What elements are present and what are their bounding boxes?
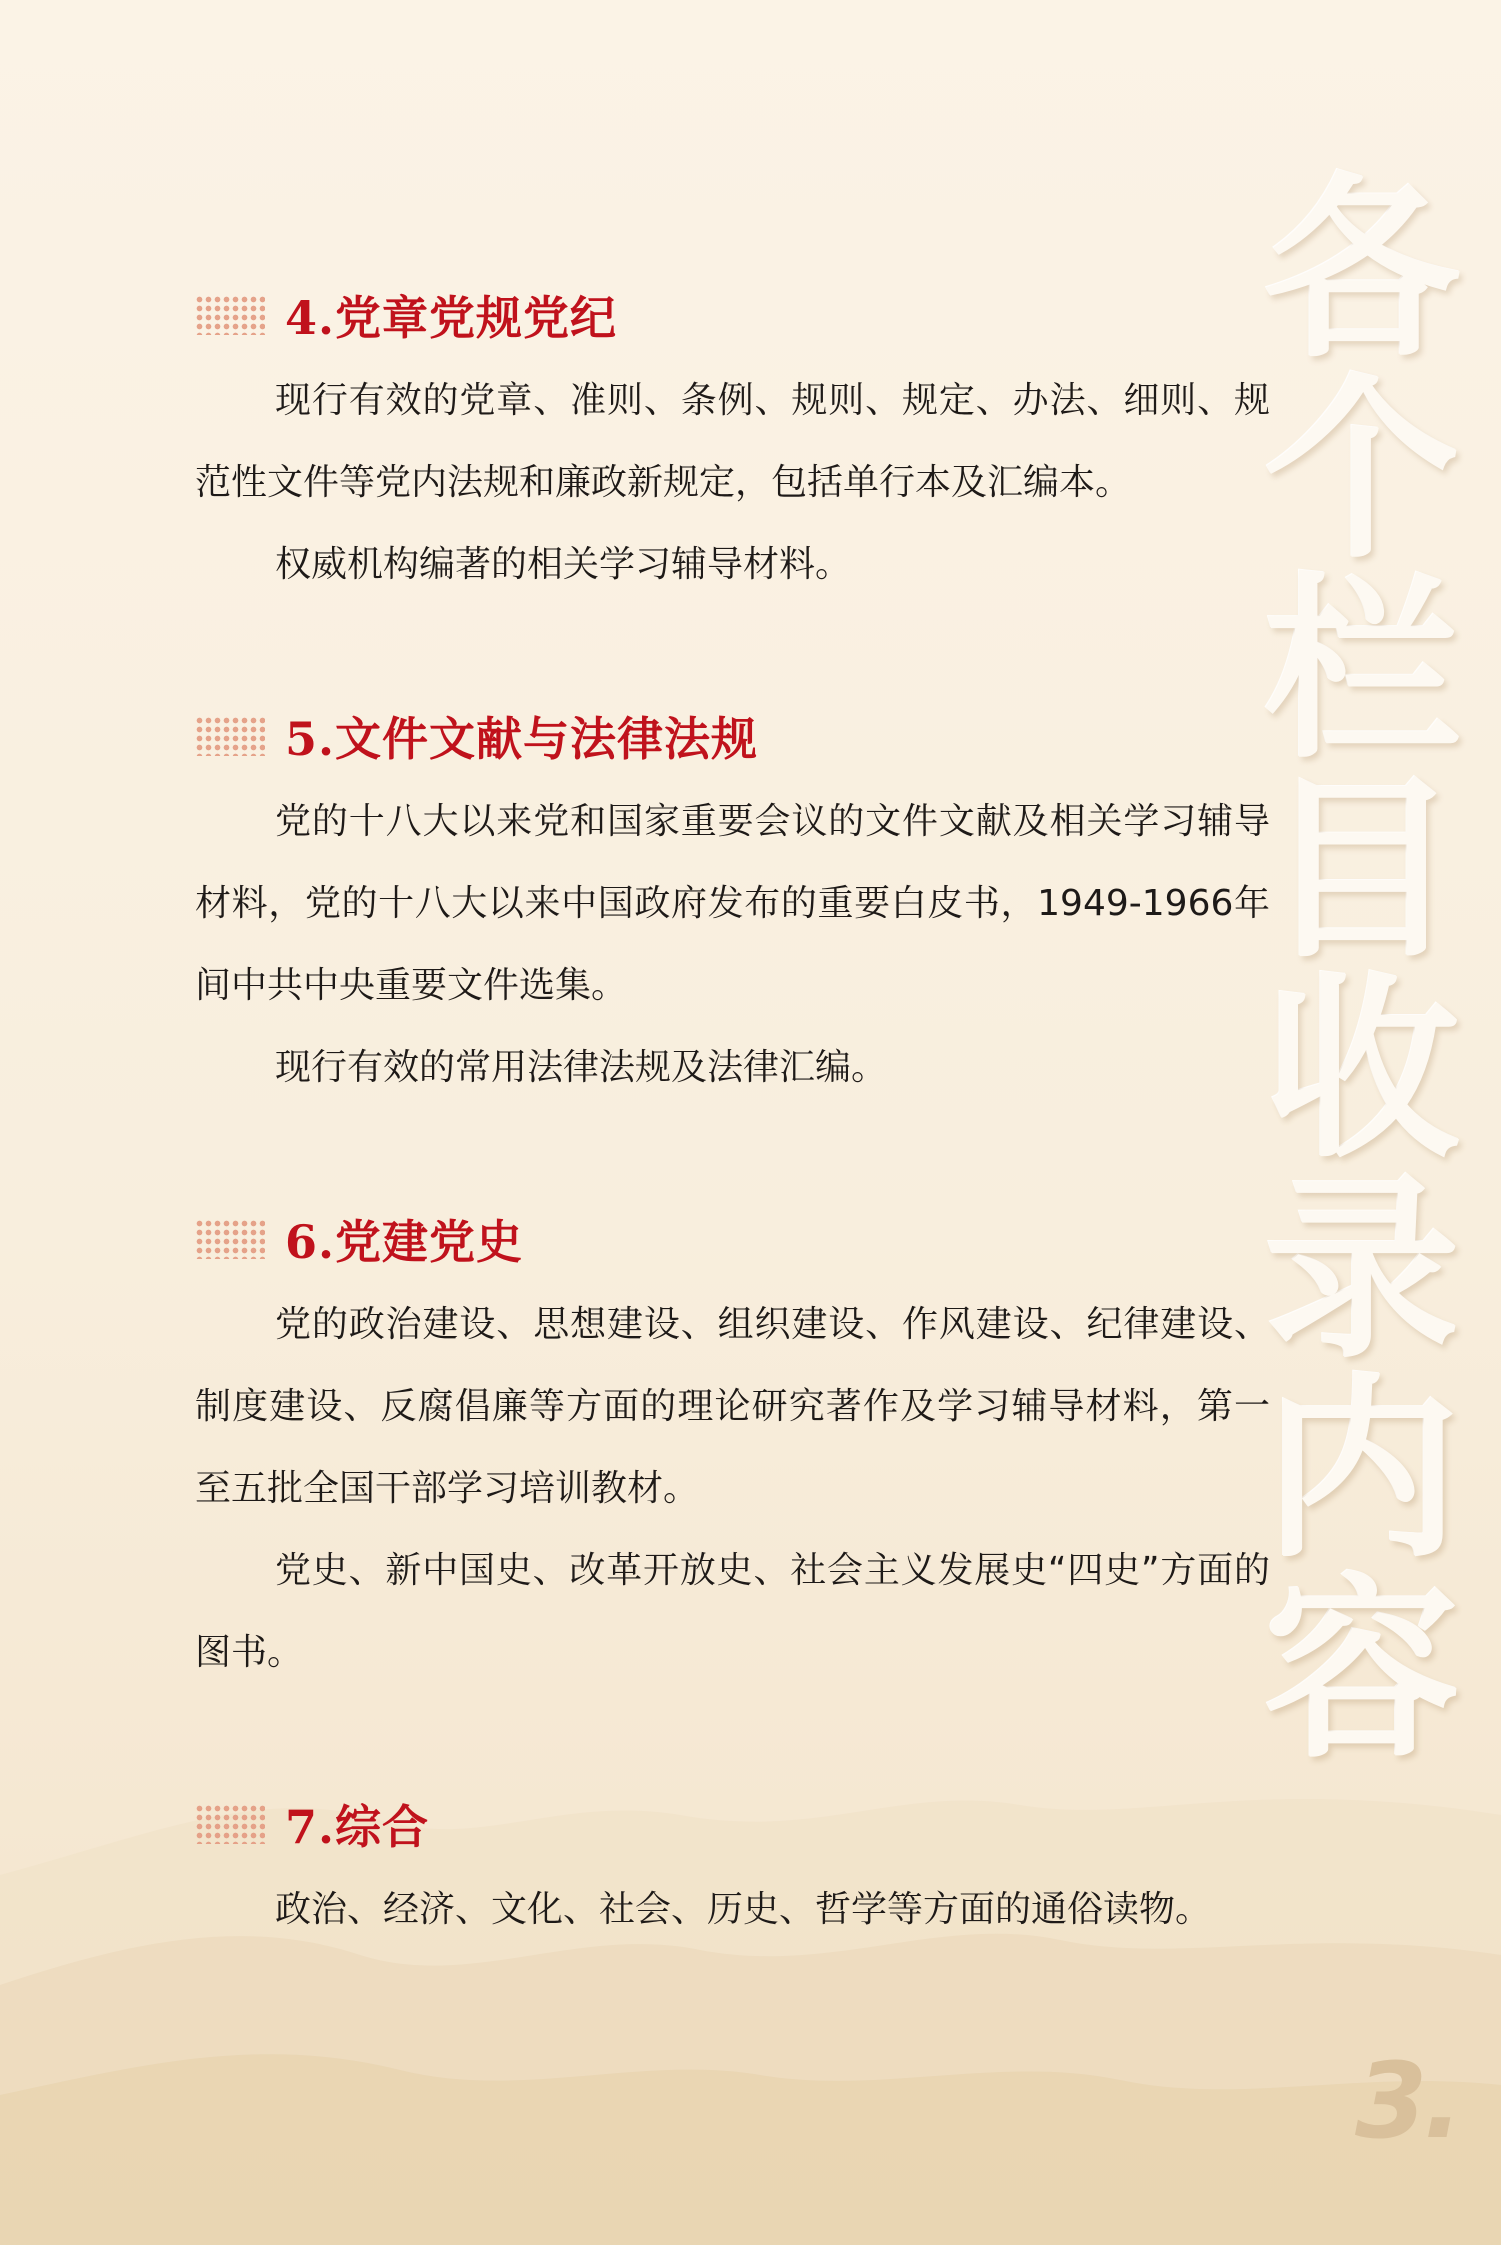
section-paragraph: 权威机构编著的相关学习辅导材料。 bbox=[275, 544, 852, 585]
section-heading bbox=[195, 691, 1270, 781]
section-paragraph: 现行有效的党章、准则、条例、规则、规定、办法、细则、规范性文件等党内法规和廉政新规定，包括单行本及汇编本。 bbox=[195, 380, 1270, 503]
dot-grid-icon bbox=[195, 1219, 265, 1259]
vertical-title-char: 栏 bbox=[1263, 555, 1460, 785]
section-title: 6.党建党史 bbox=[285, 1215, 524, 1269]
content-column bbox=[195, 270, 1270, 2036]
section-title: 5.文件文献与法律法规 bbox=[285, 712, 759, 766]
vertical-title-char: 容 bbox=[1263, 1555, 1460, 1785]
section-heading bbox=[195, 1194, 1270, 1284]
page-number: 3. bbox=[1355, 2040, 1459, 2162]
vertical-title-char: 各 bbox=[1263, 155, 1460, 385]
vertical-title bbox=[1262, 155, 1462, 1785]
dot-grid-icon bbox=[195, 716, 265, 756]
section-heading bbox=[195, 1779, 1270, 1869]
vertical-title-char: 录 bbox=[1263, 1155, 1460, 1385]
section-heading bbox=[195, 270, 1270, 360]
section-paragraph: 政治、经济、文化、社会、历史、哲学等方面的通俗读物。 bbox=[275, 1889, 1212, 1930]
dot-grid-icon bbox=[195, 1804, 265, 1844]
section-party-rules bbox=[195, 270, 1270, 606]
vertical-title-char: 目 bbox=[1263, 755, 1460, 985]
section-documents-laws bbox=[195, 691, 1270, 1109]
section-party-building-history bbox=[195, 1194, 1270, 1694]
section-general bbox=[195, 1779, 1270, 1951]
vertical-title-char: 个 bbox=[1263, 355, 1460, 585]
section-paragraph: 党的政治建设、思想建设、组织建设、作风建设、纪律建设、制度建设、反腐倡廉等方面的理论研究著作及学习辅导材料，第一至五批全国干部学习培训教材。 bbox=[195, 1304, 1270, 1509]
section-title: 4.党章党规党纪 bbox=[285, 291, 618, 345]
dot-grid-icon bbox=[195, 295, 265, 335]
vertical-title-char: 内 bbox=[1263, 1355, 1460, 1585]
section-paragraph: 党的十八大以来党和国家重要会议的文件文献及相关学习辅导材料，党的十八大以来中国政府发布的重要白皮书，1949-1966年间中共中央重要文件选集。 bbox=[195, 801, 1270, 1006]
section-paragraph: 党史、新中国史、改革开放史、社会主义发展史“四史”方面的图书。 bbox=[195, 1550, 1270, 1673]
section-title: 7.综合 bbox=[285, 1800, 430, 1854]
vertical-title-char: 收 bbox=[1263, 955, 1460, 1185]
section-paragraph: 现行有效的常用法律法规及法律汇编。 bbox=[275, 1047, 888, 1088]
